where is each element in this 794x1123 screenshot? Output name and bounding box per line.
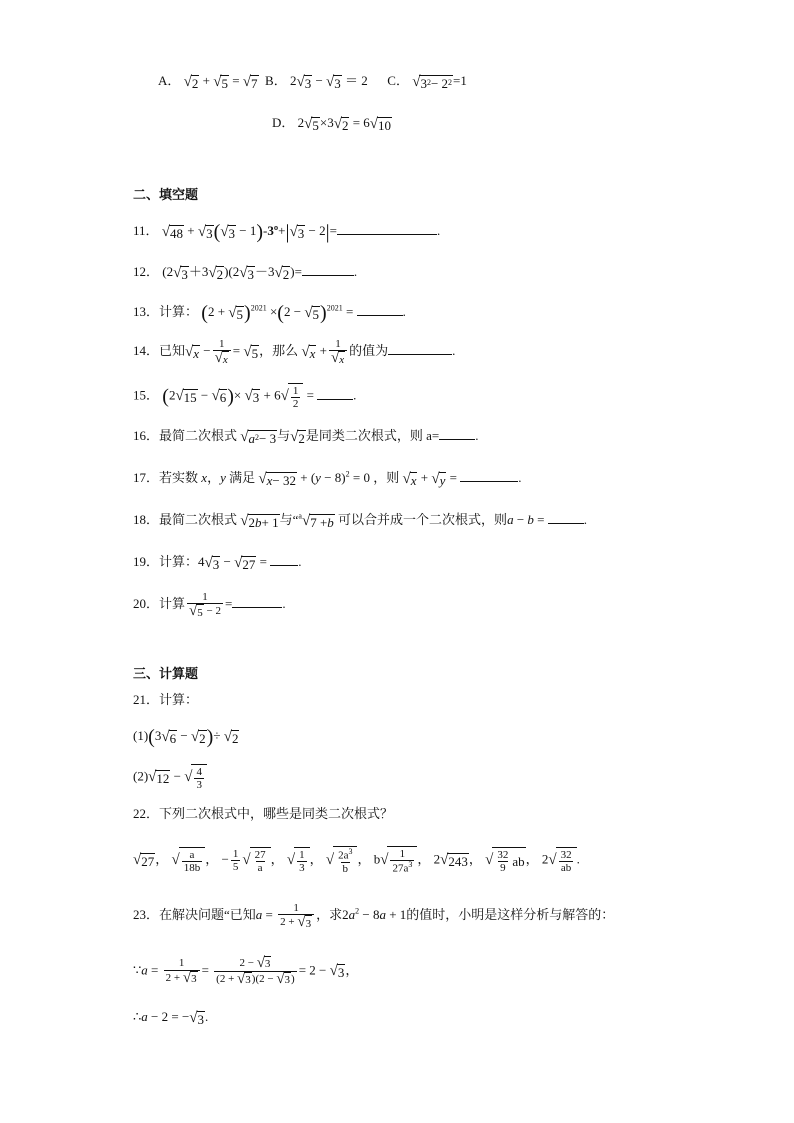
choice-row-1 <box>158 74 467 90</box>
question-number: 18． <box>133 512 160 527</box>
question-13: 13．计算： (2 + √ 5 )$^{2021}$ ×(2 − √ 5 )$^{2021}$ = . <box>133 302 406 325</box>
question-number: 23． <box>133 907 160 923</box>
question-23-step-1: ∵a = 1 2 + √ 3 = 2 − √ 3 (2 + √ 3 )(2 − √ 3 ) = 2 − √ 3 ， <box>133 955 359 987</box>
choice-b-expr: 2 √ 3 − √ 3 ＝ 2 <box>289 73 368 91</box>
choice-d-expr: 2 √ 5 ×3 √ 2 = 6 √ 10 <box>297 115 392 133</box>
question-23: 23．在解决问题“已知a = 1 2 + √ 3 ，求$2a^2 - 8a + 1$的值时，小明是这样分析与解答的： <box>133 902 615 931</box>
choice-d-label: D． <box>272 115 295 130</box>
choice-c-label: C． <box>387 73 409 88</box>
choice-b-label: B． <box>265 73 287 88</box>
answer-blank[interactable] <box>302 263 354 276</box>
question-number: 22． <box>133 806 160 821</box>
question-18: 18．最简二次根式 √ 2 b + 1 与“$^a$ √ 7 + b 可以合并成一个二次根式，则a − b = . <box>133 511 587 530</box>
question-11: 11． √ 48 + √ 3 ( √ 3 − 1)-3º+| √ 3 − 2|= . <box>133 221 441 244</box>
question-12: 12． (2 √ 3 ＋3 √ 2 )(2 √ 3 －3 √ 2 )= . <box>133 264 358 282</box>
question-number: 19． <box>133 554 160 569</box>
question-21: 21．计算： <box>133 692 199 707</box>
question-14: 14．已知 √ x − 1 √ x = √ 5 ，那么 √ x + 1 √ x 的值为 . <box>133 338 456 367</box>
answer-blank[interactable] <box>548 511 584 524</box>
question-number: 12． <box>133 264 160 279</box>
question-21-part-1: (1)(3 √ 6 − √ 2 )÷ √ 2 <box>133 726 239 748</box>
answer-blank[interactable] <box>232 595 282 608</box>
question-number: 11． <box>133 223 159 238</box>
question-19: 19．计算：4 √ 3 − √ 27 = . <box>133 554 302 572</box>
question-21-part-2: (2) √ 12 − √ 4 3 <box>133 764 207 791</box>
section-title-calculation: 三、计算题 <box>133 667 199 682</box>
choice-a-expr: √ 2 + √ 5 = √ 7 <box>183 73 258 91</box>
choice-a-label: A． <box>158 73 181 88</box>
question-22-expressions: √ 27 ， √ a 18b ， − $\frac{1}{5}$ √ 27 a ， √ 1 3 ， √ $2a^3$ b ， b √ 1 $27a^3$ ， 2 √ 243 ， √ 32 9 ab ， 2 √ 32 ab . <box>133 847 580 875</box>
question-number: 17． <box>133 470 160 485</box>
answer-blank[interactable] <box>439 427 475 440</box>
question-23-step-2: ∴a − 2 = − √ 3 . <box>133 1009 209 1027</box>
question-number: 15． <box>133 387 160 403</box>
question-17: 17．若实数 x，y 满足 √ x − 32 + $(y - 8)^2 = 0$ ，则 √ x + √ y = . <box>133 469 522 488</box>
question-16: 16．最简二次根式 √ a 2 − 3 与 √ 2 是同类二次根式，则 a= . <box>133 428 479 446</box>
question-number: 21． <box>133 692 160 707</box>
question-number: 14． <box>133 343 160 359</box>
answer-blank[interactable] <box>388 342 452 355</box>
question-20: 20．计算 1 √ 5 − 2 = . <box>133 591 286 620</box>
question-number: 13． <box>133 304 160 319</box>
answer-blank[interactable] <box>337 222 437 235</box>
choice-c-expr: √ 3 2 − 2 2 =1 <box>412 73 467 91</box>
section-title-fill-blank: 二、填空题 <box>133 188 199 203</box>
question-15: 15． (2 √ 15 − √ 6 )× √ 3 + 6 √ 1 2 = . <box>133 385 357 411</box>
answer-blank[interactable] <box>317 387 353 400</box>
answer-blank[interactable] <box>270 553 298 566</box>
choice-row-2 <box>272 116 392 132</box>
answer-blank[interactable] <box>357 303 403 316</box>
question-number: 20． <box>133 596 160 612</box>
answer-blank[interactable] <box>460 469 518 482</box>
question-22: 22．下列二次根式中，哪些是同类二次根式？ <box>133 806 394 821</box>
question-number: 16． <box>133 428 160 443</box>
